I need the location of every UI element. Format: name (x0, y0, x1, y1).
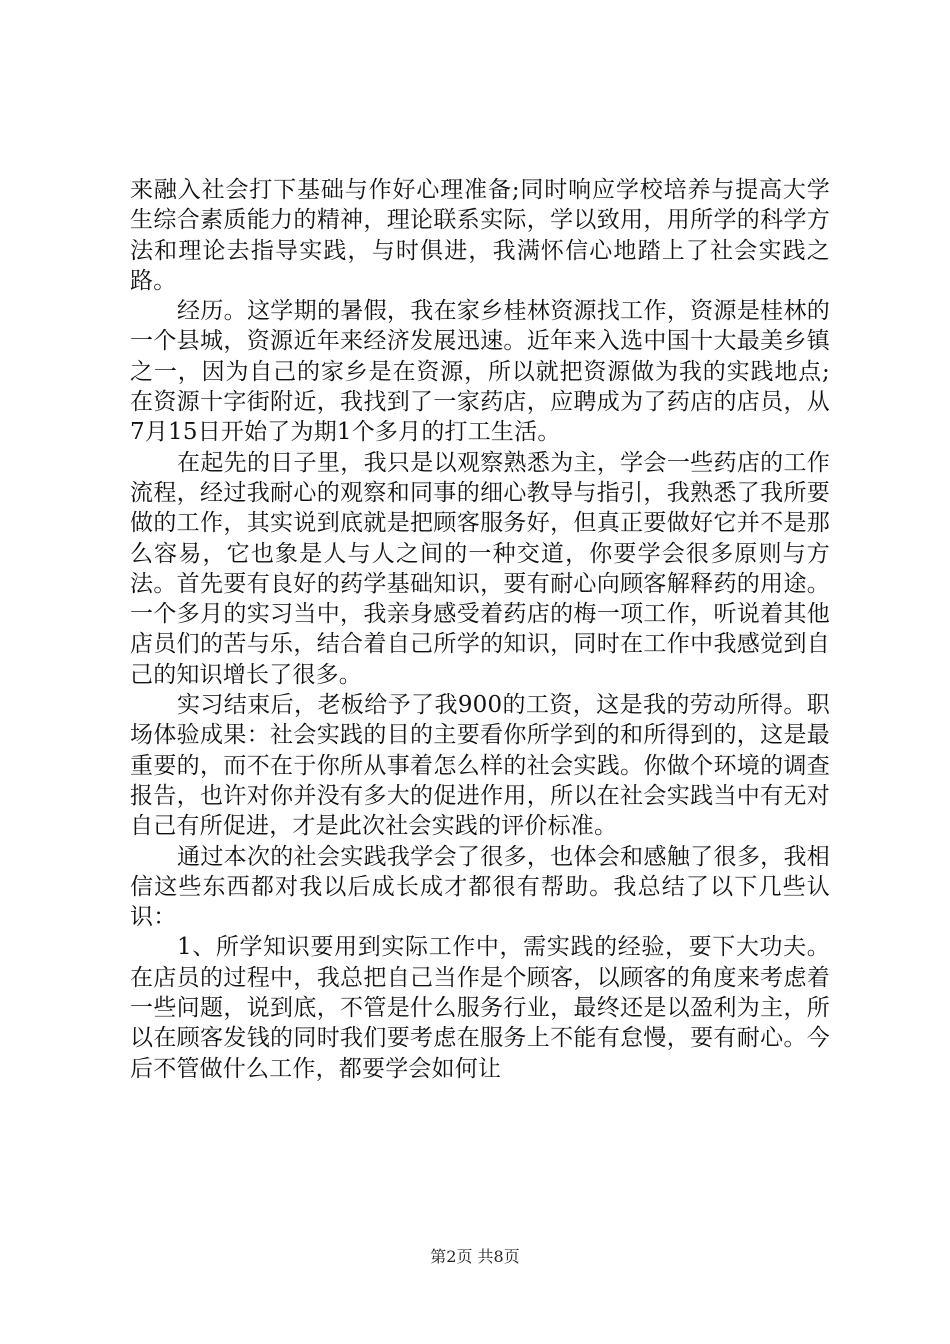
document-body (130, 175, 830, 1084)
paragraph-continuation: 来融入社会打下基础与作好心理准备;同时响应学校培养与提高大学生综合素质能力的精神，理论联系实际，学以致用，用所学的科学方法和理论去指导实践，与时俱进，我满怀信心地踏上了社会实践之路。 (130, 177, 830, 294)
page-number-footer: 第2页 共8页 (430, 1247, 520, 1266)
paragraph-summary-intro: 通过本次的社会实践我学会了很多，也体会和感触了很多，我相信这些东西都对我以后成长成才都很有帮助。我总结了以下几些认识： (130, 843, 830, 931)
paragraph-experience: 经历。这学期的暑假，我在家乡桂林资源找工作，资源是桂林的一个县城，资源近年来经济发展迅速。近年来入选中国十大最美乡镇之一，因为自己的家乡是在资源，所以就把资源做为我的实践地点;在资源十字街附近，我找到了一家药店，应聘成为了药店的店员，从7月15日开始了为期1个多月的打工生活。 (130, 298, 830, 446)
paragraph-early-days: 在起先的日子里，我只是以观察熟悉为主，学会一些药店的工作流程，经过我耐心的观察和同事的细心教导与指引，我熟悉了我所要做的工作，其实说到底就是把顾客服务好，但真正要做好它并不是那么容易，它也象是人与人之间的一种交道，你要学会很多原则与方法。首先要有良好的药学基础知识，要有耐心向顾客解释药的用途。一个多月的实习当中，我亲身感受着药店的梅一项工作，听说着其他店员们的苦与乐，结合着自己所学的知识，同时在工作中我感觉到自己的知识增长了很多。 (130, 449, 830, 688)
paragraph-internship-end: 实习结束后，老板给予了我900的工资，这是我的劳动所得。职场体验成果：社会实践的目的主要看你所学到的和所得到的，这是最重要的，而不在于你所从事着怎么样的社会实践。你做个环境的调查报告，也许对你并没有多大的促进作用，所以在社会实践当中有无对自己有所促进，才是此次社会实践的评价标准。 (130, 692, 830, 840)
paragraph-point-one: 1、所学知识要用到实际工作中，需实践的经验，要下大功夫。在店员的过程中，我总把自己当作是个顾客，以顾客的角度来考虑着一些问题，说到底，不管是什么服务行业，最终还是以盈利为主，所以在顾客发钱的同时我们要考虑在服务上不能有怠慢，要有耐心。今后不管做什么工作，都要学会如何让 (130, 934, 830, 1082)
